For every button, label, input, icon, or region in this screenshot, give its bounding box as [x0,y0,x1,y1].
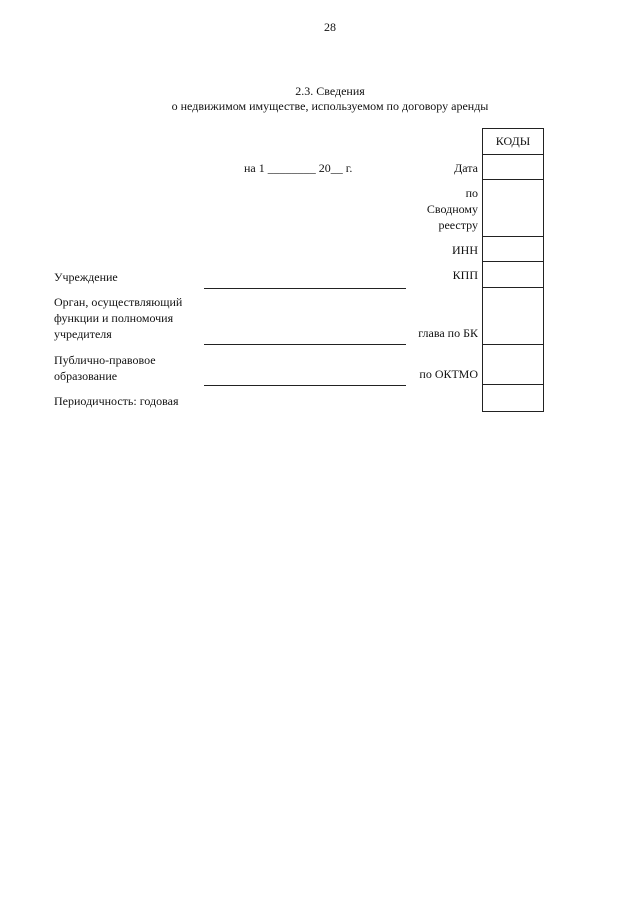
label-organ-1: Орган, осуществляющий [54,295,183,309]
date-prefix: на 1 [244,161,265,175]
label-organ-2: функции и полномочия [54,311,174,325]
code-cell-periodicity[interactable] [483,384,543,411]
label-public-2: образование [54,369,118,383]
codes-header: КОДЫ [495,134,531,148]
section-subtitle: о недвижимом имуществе, используемом по договору аренды [171,99,489,113]
date-year-suffix: г. [345,161,353,175]
date-line [244,161,352,176]
organ-line[interactable] [204,344,406,345]
label-svodny-1: по [465,186,478,200]
label-date: Дата [454,161,478,175]
code-cell-oktmo[interactable] [483,344,543,384]
codes-table [482,128,544,412]
date-year-blank[interactable]: __ [330,161,343,175]
code-cell-kpp[interactable] [483,261,543,287]
label-glava-bk: глава по БК [418,326,478,340]
section-title: 2.3. Сведения [295,84,365,98]
code-cell-svodny[interactable] [483,179,543,236]
label-svodny-2: Сводному [426,202,478,216]
label-kpp: КПП [452,268,478,282]
label-oktmo: по ОКТМО [419,367,478,381]
institution-line[interactable] [204,288,406,289]
label-periodicity: Периодичность: годовая [54,394,179,408]
date-year-prefix: 20 [318,161,331,175]
label-public-1: Публично-правовое [54,353,156,367]
page-number: 28 [324,20,336,34]
label-organ-3: учредителя [54,327,112,341]
label-institution: Учреждение [54,270,118,284]
date-day-blank[interactable]: ________ [267,161,316,175]
public-line[interactable] [204,385,406,386]
label-inn: ИНН [452,243,478,257]
code-cell-glava-bk[interactable] [483,287,543,344]
code-cell-date[interactable] [483,154,543,179]
code-cell-inn[interactable] [483,236,543,261]
label-svodny-3: реестру [438,218,478,232]
